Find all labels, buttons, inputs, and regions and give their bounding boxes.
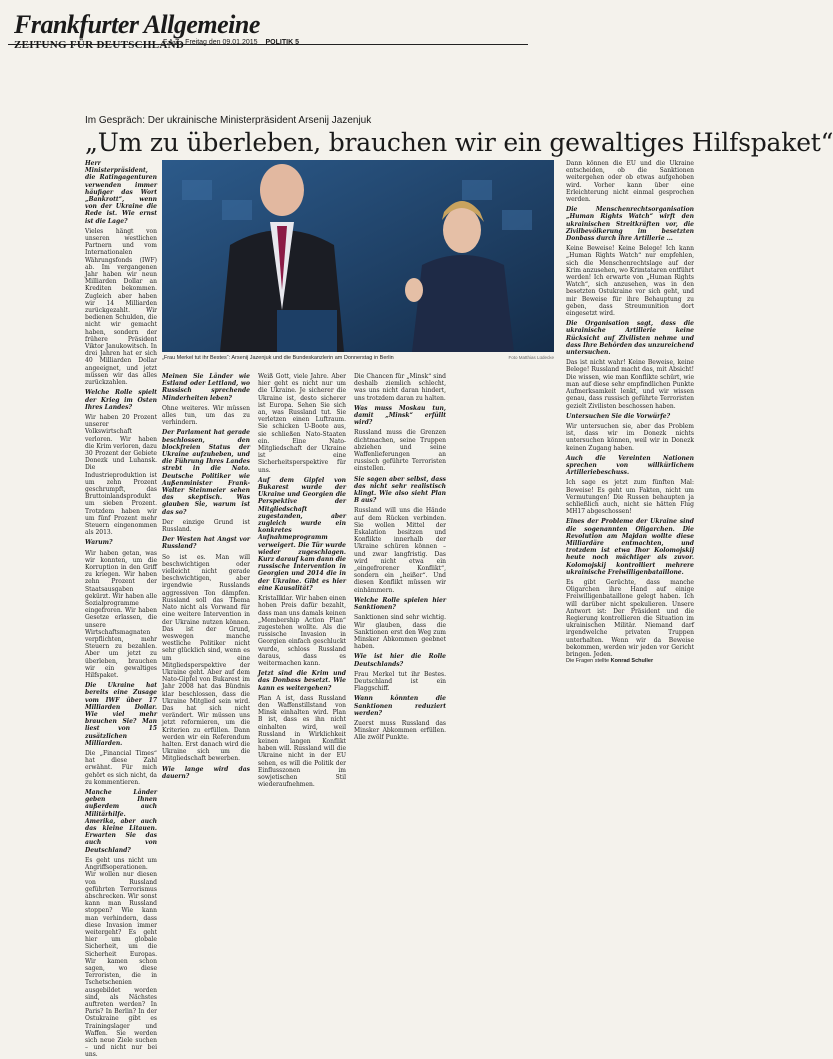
interview-question: Manche Länder geben Ihnen außerdem auch Militärhilfe. Amerika, aber auch das kleine Litauen. Erwarten Sie das auch von Deutschland? [85,789,157,854]
interview-answer: Sanktionen sind sehr wichtig. Wir glauben, dass die Sanktionen erst den Weg zum Minsker Abkommen geebnet haben. [354,614,446,651]
article-column-4 [354,373,446,742]
interview-answer: Zuerst muss Russland das Minsker Abkommen erfüllen. Alle zwölf Punkte. [354,719,446,742]
interview-question: Sie sagen aber selbst, dass das nicht sehr realistisch klingt. Wie also sieht Plan B aus? [354,475,446,505]
interview-question: Jetzt sind die Krim und das Donbass besetzt. Wie kann es weitergehen? [258,670,346,692]
interview-answer: Vieles hängt von unseren westlichen Partnern und vom Internationalen Währungsfonds (IWF) ab. Im vergangenen Jahr haben wir neun Milliarden Dollar an Krediten bekommen. Zugleich aber haben wir 14 Milliarden zurückgezahlt. Wir bedienen Schulden, die nicht wir gemacht haben, sondern der frühere Präsident Viktor Janukowitsch. In drei Jahren hat er sich 40 Milliarden Dollar angeeignet, und jetzt müssen wir das alles zurückzahlen. [85,227,157,387]
interview-question: Der Westen hat Angst vor Russland? [162,536,250,551]
byline [566,658,653,664]
interview-question: Auf dem Gipfel von Bukarest wurde der Ukraine und Georgien die Perspektive der Mitgliedschaft zugestanden, aber zugleich wurde ein konkretes Aufnahmeprogramm verweigert. Die Tür wurde wieder zugeschlagen. Kurz darauf kam dann die russische Intervention in Georgien und 2014 die in der Ukraine. Gibt es hier eine Kausalität? [258,476,346,592]
interview-answer: Russland will uns die Hände auf dem Rücken verbinden. Sie wollen Mittel der Eskalation besitzen und Konflikte innerhalb der Ukraine schüren können – und zwar langfristig. Das wird nicht etwa ein „eingefrorener Konflikt“, sondern ein „heißer“. Und diesen Konflikt müssen wir einhämmern. [354,507,446,594]
interview-question: Was muss Moskau tun, damit „Minsk“ erfüllt wird? [354,404,446,427]
interview-answer: Die „Financial Times“ hat diese Zahl erwähnt. Für mich gehört es sich nicht, da zu kommentieren. [85,750,157,786]
interview-answer: Dann können die EU und die Ukraine entscheiden, ob die Sanktionen weitergehen oder ob etwas aufgehoben wird. Vorher kann über eine Erleichterung nicht einmal gesprochen werden. [566,160,694,204]
article-column-1 [85,160,157,1059]
interview-question: Untersuchen Sie die Vorwürfe? [566,412,671,420]
article-column-5 [566,160,694,658]
interview-question: Wann könnten die Sanktionen reduziert werden? [354,695,446,717]
masthead-rule [8,44,528,45]
interview-answer: Ich sage es jetzt zum fünften Mal: Beweise! Es geht um Fakten, nicht um Vermutungen! Die Russen behaupten ja schließlich auch, nicht sie hätten Flug MH17 abgeschossen! [566,479,694,516]
interview-question: Die Organisation sagt, dass die ukrainische Artillerie keine Rücksicht auf Zivilisten nehme und dass Ihre Behörden das unzureichend untersuchen. [566,320,694,357]
interview-answer: Frau Merkel tut ihr Bestes. Deutschland ist ein Flaggschiff. [354,670,446,693]
interview-answer: Russland muss die Grenzen dichtmachen, seine Truppen abziehen und seine Waffenlieferungen an russisch geführte Terroristen einstellen. [354,429,446,473]
interview-answer: Wir haben getan, was wir konnten, um die Korruption in den Griff zu kriegen. Wir haben zehn Prozent der Staatsausgaben gekürzt. Wir haben alle Sozialprogramme eingefroren. Wir haben Gesetze erlassen, die unsere Wirtschaftsmagnaten verpflichten, mehr Steuern zu bezahlen. Aber um jetzt zu überleben, brauchen wir ein gewaltiges Hilfspaket. [85,549,157,680]
article-headline: „Um zu überleben, brauchen wir ein gewaltiges Hilfspaket“ [85,128,833,157]
section-label: POLITIK 5 [265,39,299,46]
interview-answer: Wir haben 20 Prozent unserer Volkswirtschaft verloren. Wir haben die Krim verloren, dazu 30 Prozent der Gebiete Donezk und Luhansk. Die Industrieproduktion ist um zehn Prozent geschrumpft, das Bruttoinlandsprodukt um sieben Prozent. Trotzdem haben wir um fünf Prozent mehr Steuern eingenommen als 2013. [85,413,157,537]
newspaper-title: Frankfurter Allgemeine [14,10,260,39]
interview-question: Eines der Probleme der Ukraine sind die sogenannten Oligarchen. Die Revolution am Majdan wollte diese Milliardäre entmachten, und trotzdem ist etwa Ihor Kolomojskij heute noch mächtiger als zuvor. Kolomojskij kontrolliert mehrere ukrainische Freiwilligenbataillone. [566,518,694,576]
interview-answer: Plan A ist, dass Russland den Waffenstillstand von Minsk einhalten wird. Plan B ist, dass es ihn nicht einhalten wird, weil Russland in Wirklichkeit keinen langen Konflikt haben will. Russland will die Ukraine nicht in der EU sehen, es will die Politik der Einflusszonen im sowjetischen Stil wiederaufnehmen. [258,694,346,789]
interview-answer: Es gibt Gerüchte, dass manche Oligarchen ihre Hand auf einige Freiwilligenbataillone gelegt haben. Ich will darüber nicht spekulieren. Unsere Antwort ist: Der Präsident und die Regierung kontrollieren die Situation im ukrainischen Militär. Niemand darf irgendwelche privaten Truppen unterhalten. Wenn wir da Beweise bekommen, werden wir jeden vor Gericht bringen. Jeden. [566,578,694,658]
interview-answer: Das ist nicht wahr! Keine Beweise, keine Belege! Russland macht das, mit Absicht! Die wissen, wie man Konflikte schürt, wie man auf diese sehr empfindlichen Punkte Aufmerksamkeit lenkt, und wir wissen genau, dass russisch geführte Terroristen gezielt Zivilisten beschossen haben. [566,359,694,410]
interview-question: Auch die Vereinten Nationen sprechen von willkürlichem Artilleriebeschuss. [566,454,694,477]
photo-caption [162,355,554,361]
interview-answer: Kristallklar. Wir haben einen hohen Preis dafür bezahlt, dass man uns damals keinen „Membership Action Plan“ zugestehen wollte. Als die russische Invasion in Georgien einfach geschluckt wurde, schloss Russland daraus, dass es weitermachen kann. [258,595,346,667]
interview-question: Herr Ministerpräsident, die Ratingagenturen verwenden immer häufiger das Wort „Bankrott“, wenn von der Ukraine die Rede ist. Wie ernst ist die Lage? [85,160,157,225]
photo-credit: Foto Matthias Lüdecke [508,355,554,360]
issue-date: F.A.Z., Freitag den 09.01.2015 [163,39,258,46]
interview-answer: Wir untersuchen sie, aber das Problem ist, dass wir im Donezk nichts untersuchen können, weil wir in Donezk keinen Zugang haben. [566,422,694,452]
byline-label: Die Fragen stellte [566,658,610,664]
photo-merkel-jazenjuk-icon [162,160,554,352]
article-column-2 [162,373,250,780]
newspaper-subtitle: ZEITUNG FÜR DEUTSCHLAND [14,39,185,51]
interview-answer: Weiß Gott, viele Jahre. Aber hier geht es nicht nur um die Ukraine. Je sicherer die Ukraine ist, desto sicherer ist Europa. Sehen Sie sich an, was Russland tut. Sie verletzen einen Luftraum. Sie schicken U-Boote aus, sie schließen Nato-Staaten ein. Eine Nato-Mitgliedschaft der Ukraine ist eine Sicherheitsperspektive für uns. [258,373,346,474]
article-column-3 [258,373,346,789]
interview-answer: Es geht uns nicht um Angriffsoperationen. Wir wollen nur diesen von Russland geführten Terrorismus abschrecken. Wir sonst kann man Russland stoppen? Wie kann man verhindern, dass diese Invasion immer weitergeht? Es geht hier um globale Sicherheit, um die Sicherheit Europas. Wir kamen schon sagen, wo diese Terroristen, die in Tschetschenien ausgebildet worden sind, als Nächstes auftreten werden? In Paris? In Berlin? In der Ostukraine gibt es Trainingslager und Waffen. Sie werden sich neue Ziele suchen – und nicht nur bei uns. [85,856,157,1059]
interview-answer: Ohne weiteres. Wir müssen alles tun, um das zu verhindern. [162,404,250,427]
interview-question: Die Menschenrechtsorganisation „Human Rights Watch“ wirft den ukrainischen Streitkräften vor, die Zivilbevölkerung im besetzten Donbass durch ihre Artillerie ... [566,206,694,243]
caption-text: „Frau Merkel tut ihr Bestes“: Arsenij Jazenjuk und die Bundeskanzlerin am Donnerstag in Berlin [162,355,394,361]
interview-question: Der Parlament hat gerade beschlossen, den blockfreien Status der Ukraine aufzuheben, und die Führung Ihres Landes strebt in die Nato. Deutsche Politiker wie Außenminister Frank-Walter Steinmeier sehen das skeptisch. Was glauben Sie, warum ist das so? [162,429,250,516]
interview-question: Wie ist hier die Rolle Deutschlands? [354,653,446,668]
interview-answer: Die Chancen für „Minsk“ sind deshalb ziemlich schlecht, was uns nicht daran hindert, uns trotzdem daran zu halten. [354,373,446,402]
interview-question: Warum? [85,539,113,547]
interview-question: Die Ukraine hat bereits eine Zusage vom IWF über 17 Milliarden Dollar. Wie viel mehr brauchen Sie? Man liest von 15 zusätzlichen Milliarden. [85,682,157,747]
article-photo [162,160,554,352]
interview-question: Meinen Sie Länder wie Estland oder Lettland, wo Russisch sprechende Minderheiten leben? [162,373,250,402]
interview-question: Welche Rolle spielt der Krieg im Osten Ihres Landes? [85,389,157,411]
interview-question: Welche Rolle spielen hier Sanktionen? [354,596,446,612]
interview-answer: Keine Beweise! Keine Belege! Ich kann „Human Rights Watch“ nur empfehlen, sich die Menschenrechtslage auf der Krim anzusehen, wo Krimtataren entführt werden! Ich erwarte von „Human Rights Watch“, sich anzusehen, was in den besetzten Ostukraine vor sich geht, und mir Beweise für ihre Behauptung zu geben, dass Streumunition dort eingesetzt wird. [566,245,694,318]
interview-question: Wie lange wird das dauern? [162,765,250,780]
article-kicker: Im Gespräch: Der ukrainische Ministerpräsident Arsenij Jazenjuk [85,115,372,126]
byline-name: Konrad Schuller [610,658,654,664]
interview-answer: Der einzige Grund ist Russland. [162,518,250,534]
interview-answer: So ist es. Man will beschwichtigen oder vielleicht nicht gerade beschwichtigen, aber irgendwie Russlands aggressiven Ton dämpfen. Russland soll das Thema Nato nicht als Vorwand für eine weitere Intervention in der Ukraine nutzen können. Das ist der Grund, weswegen manche westliche Politiker nicht sehr glücklich sind, wenn es um eine Mitgliedsperspektive der Ukraine geht. Aber auf dem Nato-Gipfel von Bukarest im Jahr 2008 hat das Bündnis klar beschlossen, dass die Ukraine Mitglied sein wird. Das hat sich nicht verändert. Wir müssen uns jetzt reformieren, um die Kriterien zu erfüllen. Dann werden wir ein Referendum halten. Erst danach wird die Ukraine sich um die Mitgliedschaft bewerben. [162,553,250,763]
